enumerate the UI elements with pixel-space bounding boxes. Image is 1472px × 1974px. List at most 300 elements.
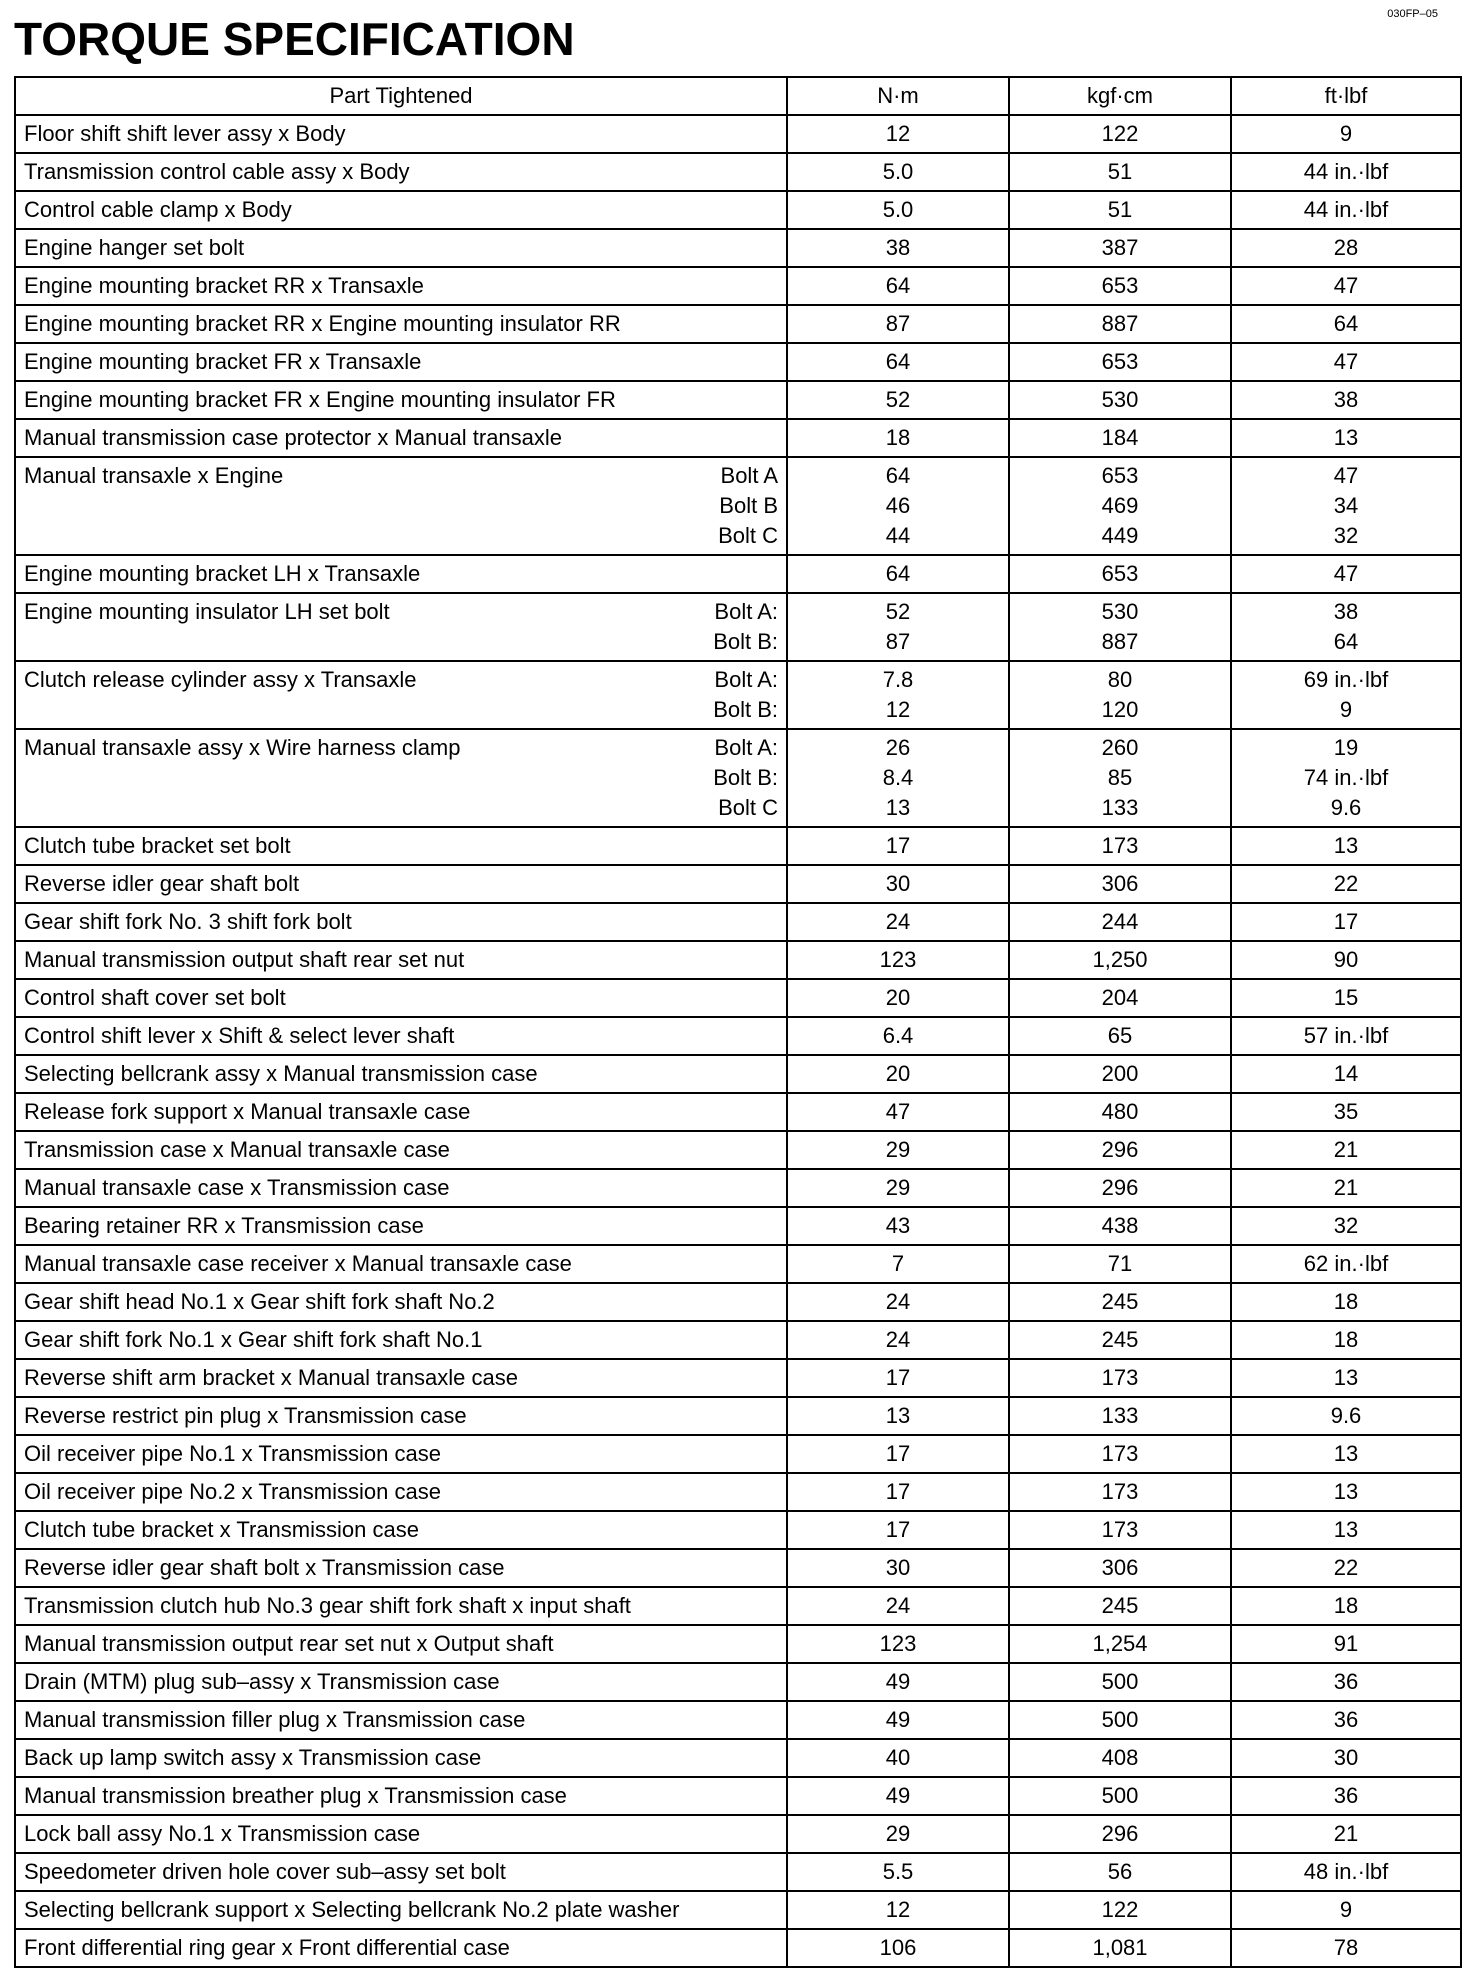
torque-value: 480 — [1101, 1099, 1139, 1124]
kgf-cm-cell — [1009, 191, 1231, 229]
nm-cell — [787, 343, 1009, 381]
torque-spec-table — [14, 76, 1462, 1968]
part-name: Clutch tube bracket set bolt — [24, 833, 291, 858]
part-name: Engine mounting bracket RR x Engine mounting insulator RR — [24, 311, 621, 336]
table-row — [15, 1739, 1461, 1777]
kgf-cm-cell — [1009, 1169, 1231, 1207]
torque-value: 173 — [1101, 1441, 1139, 1466]
table-row — [15, 305, 1461, 343]
torque-value: 87 — [885, 629, 911, 654]
kgf-cm-cell — [1009, 153, 1231, 191]
kgf-cm-cell — [1009, 941, 1231, 979]
table-row — [15, 1245, 1461, 1283]
kgf-cm-cell — [1009, 1017, 1231, 1055]
torque-value: 6.4 — [882, 1023, 914, 1048]
bolt-label: Bolt B: — [713, 765, 778, 790]
table-row — [15, 1891, 1461, 1929]
kgf-cm-cell — [1009, 267, 1231, 305]
table-row — [15, 941, 1461, 979]
part-cell — [15, 1283, 787, 1321]
torque-value: 13 — [1333, 833, 1359, 858]
nm-cell — [787, 1663, 1009, 1701]
torque-value: 87 — [885, 311, 911, 336]
nm-cell — [787, 1017, 1009, 1055]
ft-lbf-cell — [1231, 1549, 1461, 1587]
nm-cell — [787, 1055, 1009, 1093]
part-name: Gear shift head No.1 x Gear shift fork shaft No.2 — [24, 1289, 495, 1314]
part-cell — [15, 305, 787, 343]
part-name: Manual transaxle assy x Wire harness clamp — [24, 735, 461, 760]
torque-value: 24 — [885, 1289, 911, 1314]
torque-value: 173 — [1101, 833, 1139, 858]
part-cell — [15, 153, 787, 191]
part-cell — [15, 1017, 787, 1055]
torque-value: 17 — [1333, 909, 1359, 934]
part-cell — [15, 1625, 787, 1663]
ft-lbf-cell — [1231, 1207, 1461, 1245]
part-cell — [15, 1359, 787, 1397]
table-row — [15, 593, 1461, 661]
ft-lbf-cell — [1231, 1511, 1461, 1549]
part-cell — [15, 1929, 787, 1967]
table-row — [15, 153, 1461, 191]
part-cell — [15, 1815, 787, 1853]
part-cell — [15, 1397, 787, 1435]
part-name: Manual transaxle x Engine — [24, 463, 284, 488]
bolt-labels — [718, 461, 778, 551]
ft-lbf-cell — [1231, 661, 1461, 729]
torque-value: 13 — [885, 1403, 911, 1428]
torque-value: 122 — [1101, 121, 1139, 146]
part-name: Lock ball assy No.1 x Transmission case — [24, 1821, 421, 1846]
nm-cell — [787, 1169, 1009, 1207]
kgf-cm-cell — [1009, 1397, 1231, 1435]
torque-value: 44 — [885, 523, 911, 548]
bolt-labels — [713, 665, 778, 725]
ft-lbf-cell — [1231, 1283, 1461, 1321]
part-cell — [15, 1549, 787, 1587]
torque-value: 21 — [1333, 1175, 1359, 1200]
torque-value: 30 — [1333, 1745, 1359, 1770]
table-row — [15, 1283, 1461, 1321]
torque-value: 24 — [885, 1327, 911, 1352]
torque-value: 133 — [1101, 1403, 1139, 1428]
nm-cell — [787, 1587, 1009, 1625]
torque-value: 64 — [885, 561, 911, 586]
document-code: 030FP–05 — [1387, 8, 1438, 20]
table-body — [15, 115, 1461, 1967]
bolt-label: Bolt B: — [713, 629, 778, 654]
torque-value: 15 — [1333, 985, 1359, 1010]
part-name: Manual transmission case protector x Manual transaxle — [24, 425, 563, 450]
kgf-cm-cell — [1009, 1245, 1231, 1283]
part-name: Control shift lever x Shift & select lever shaft — [24, 1023, 455, 1048]
kgf-cm-cell — [1009, 1853, 1231, 1891]
torque-value: 245 — [1101, 1289, 1139, 1314]
torque-value: 5.0 — [882, 159, 914, 184]
part-cell — [15, 941, 787, 979]
table-row — [15, 1587, 1461, 1625]
kgf-cm-cell — [1009, 979, 1231, 1017]
torque-value: 78 — [1333, 1935, 1359, 1960]
table-row — [15, 1511, 1461, 1549]
part-name: Reverse restrict pin plug x Transmission case — [24, 1403, 467, 1428]
kgf-cm-cell — [1009, 419, 1231, 457]
part-cell — [15, 115, 787, 153]
kgf-cm-cell — [1009, 1891, 1231, 1929]
torque-value: 469 — [1101, 493, 1139, 518]
torque-value: 13 — [1333, 425, 1359, 450]
kgf-cm-cell — [1009, 343, 1231, 381]
part-cell — [15, 1663, 787, 1701]
torque-value: 1,254 — [1092, 1631, 1148, 1656]
ft-lbf-cell — [1231, 1853, 1461, 1891]
nm-cell — [787, 1207, 1009, 1245]
nm-cell — [787, 1473, 1009, 1511]
torque-value: 530 — [1101, 387, 1139, 412]
table-row — [15, 1093, 1461, 1131]
ft-lbf-cell — [1231, 419, 1461, 457]
part-name: Engine hanger set bolt — [24, 235, 245, 260]
nm-cell — [787, 1435, 1009, 1473]
part-cell — [15, 457, 787, 555]
torque-value: 38 — [1333, 599, 1359, 624]
torque-value: 52 — [885, 599, 911, 624]
torque-value: 500 — [1101, 1783, 1139, 1808]
part-cell — [15, 1245, 787, 1283]
part-cell — [15, 865, 787, 903]
nm-cell — [787, 381, 1009, 419]
header-kgf-cm: kgf·cm — [1009, 77, 1231, 115]
kgf-cm-cell — [1009, 1131, 1231, 1169]
torque-value: 24 — [885, 909, 911, 934]
ft-lbf-cell — [1231, 1055, 1461, 1093]
kgf-cm-cell — [1009, 1777, 1231, 1815]
kgf-cm-cell — [1009, 1587, 1231, 1625]
nm-cell — [787, 1549, 1009, 1587]
torque-value: 18 — [885, 425, 911, 450]
part-name: Drain (MTM) plug sub–assy x Transmission case — [24, 1669, 500, 1694]
bolt-label: Bolt B — [719, 493, 778, 518]
kgf-cm-cell — [1009, 1625, 1231, 1663]
ft-lbf-cell — [1231, 1891, 1461, 1929]
nm-cell — [787, 1929, 1009, 1967]
part-name: Engine mounting insulator LH set bolt — [24, 599, 390, 624]
torque-value: 32 — [1333, 523, 1359, 548]
table-row — [15, 457, 1461, 555]
part-cell — [15, 979, 787, 1017]
part-cell — [15, 1321, 787, 1359]
nm-cell — [787, 1815, 1009, 1853]
torque-value: 30 — [885, 1555, 911, 1580]
table-row — [15, 865, 1461, 903]
table-row — [15, 267, 1461, 305]
torque-value: 47 — [885, 1099, 911, 1124]
torque-value: 36 — [1333, 1783, 1359, 1808]
nm-cell — [787, 1093, 1009, 1131]
torque-value: 133 — [1101, 795, 1139, 820]
part-cell — [15, 1853, 787, 1891]
table-row — [15, 1359, 1461, 1397]
part-cell — [15, 229, 787, 267]
ft-lbf-cell — [1231, 1245, 1461, 1283]
torque-value: 91 — [1333, 1631, 1359, 1656]
bolt-labels — [713, 597, 778, 657]
part-cell — [15, 1701, 787, 1739]
torque-value: 653 — [1101, 273, 1139, 298]
torque-value: 449 — [1101, 523, 1139, 548]
nm-cell — [787, 1701, 1009, 1739]
torque-value: 69 in.·lbf — [1303, 667, 1389, 692]
nm-cell — [787, 979, 1009, 1017]
part-name: Release fork support x Manual transaxle case — [24, 1099, 471, 1124]
torque-value: 44 in.·lbf — [1303, 197, 1389, 222]
torque-value: 64 — [1333, 629, 1359, 654]
table-row — [15, 191, 1461, 229]
kgf-cm-cell — [1009, 1739, 1231, 1777]
part-cell — [15, 1131, 787, 1169]
part-name: Manual transmission output rear set nut x Output shaft — [24, 1631, 554, 1656]
torque-value: 85 — [1107, 765, 1133, 790]
torque-value: 5.0 — [882, 197, 914, 222]
part-name: Manual transmission breather plug x Transmission case — [24, 1783, 567, 1808]
torque-value: 80 — [1107, 667, 1133, 692]
ft-lbf-cell — [1231, 343, 1461, 381]
table-row — [15, 1169, 1461, 1207]
part-name: Oil receiver pipe No.2 x Transmission case — [24, 1479, 441, 1504]
part-cell — [15, 661, 787, 729]
part-cell — [15, 1587, 787, 1625]
part-name: Transmission control cable assy x Body — [24, 159, 410, 184]
torque-value: 17 — [885, 1517, 911, 1542]
part-cell — [15, 191, 787, 229]
torque-value: 408 — [1101, 1745, 1139, 1770]
torque-value: 887 — [1101, 629, 1139, 654]
torque-value: 653 — [1101, 561, 1139, 586]
torque-value: 35 — [1333, 1099, 1359, 1124]
torque-value: 90 — [1333, 947, 1359, 972]
ft-lbf-cell — [1231, 1625, 1461, 1663]
kgf-cm-cell — [1009, 1093, 1231, 1131]
table-row — [15, 419, 1461, 457]
table-row — [15, 1549, 1461, 1587]
torque-value: 245 — [1101, 1327, 1139, 1352]
part-cell — [15, 903, 787, 941]
torque-value: 244 — [1101, 909, 1139, 934]
torque-value: 184 — [1101, 425, 1139, 450]
torque-value: 21 — [1333, 1137, 1359, 1162]
kgf-cm-cell — [1009, 1435, 1231, 1473]
torque-value: 49 — [885, 1707, 911, 1732]
part-cell — [15, 1207, 787, 1245]
part-name: Oil receiver pipe No.1 x Transmission case — [24, 1441, 441, 1466]
torque-value: 296 — [1101, 1821, 1139, 1846]
kgf-cm-cell — [1009, 1815, 1231, 1853]
kgf-cm-cell — [1009, 115, 1231, 153]
torque-value: 120 — [1101, 697, 1139, 722]
torque-value: 9.6 — [1330, 795, 1362, 820]
torque-value: 32 — [1333, 1213, 1359, 1238]
table-row — [15, 1397, 1461, 1435]
torque-value: 40 — [885, 1745, 911, 1770]
kgf-cm-cell — [1009, 1321, 1231, 1359]
nm-cell — [787, 153, 1009, 191]
part-name: Engine mounting bracket LH x Transaxle — [24, 561, 421, 586]
table-row — [15, 555, 1461, 593]
torque-value: 20 — [885, 1061, 911, 1086]
part-cell — [15, 1511, 787, 1549]
bolt-label: Bolt A: — [714, 735, 778, 760]
torque-value: 52 — [885, 387, 911, 412]
torque-value: 56 — [1107, 1859, 1133, 1884]
ft-lbf-cell — [1231, 1131, 1461, 1169]
part-name: Speedometer driven hole cover sub–assy set bolt — [24, 1859, 506, 1884]
kgf-cm-cell — [1009, 1549, 1231, 1587]
torque-value: 1,081 — [1092, 1935, 1148, 1960]
part-name: Gear shift fork No. 3 shift fork bolt — [24, 909, 352, 934]
torque-value: 13 — [1333, 1365, 1359, 1390]
part-cell — [15, 555, 787, 593]
torque-value: 306 — [1101, 1555, 1139, 1580]
part-cell — [15, 419, 787, 457]
nm-cell — [787, 305, 1009, 343]
nm-cell — [787, 1891, 1009, 1929]
ft-lbf-cell — [1231, 865, 1461, 903]
torque-value: 887 — [1101, 311, 1139, 336]
part-cell — [15, 1435, 787, 1473]
table-row — [15, 827, 1461, 865]
torque-value: 653 — [1101, 349, 1139, 374]
ft-lbf-cell — [1231, 267, 1461, 305]
table-row — [15, 1131, 1461, 1169]
torque-value: 17 — [885, 1365, 911, 1390]
part-cell — [15, 343, 787, 381]
torque-value: 17 — [885, 1441, 911, 1466]
ft-lbf-cell — [1231, 1663, 1461, 1701]
torque-value: 18 — [1333, 1289, 1359, 1314]
part-name: Floor shift shift lever assy x Body — [24, 121, 346, 146]
part-name: Gear shift fork No.1 x Gear shift fork shaft No.1 — [24, 1327, 483, 1352]
bolt-label: Bolt B: — [713, 697, 778, 722]
torque-value: 9 — [1339, 1897, 1353, 1922]
ft-lbf-cell — [1231, 457, 1461, 555]
torque-value: 438 — [1101, 1213, 1139, 1238]
part-name: Clutch release cylinder assy x Transaxle — [24, 667, 417, 692]
kgf-cm-cell — [1009, 903, 1231, 941]
torque-value: 12 — [885, 121, 911, 146]
torque-value: 17 — [885, 833, 911, 858]
torque-value: 36 — [1333, 1707, 1359, 1732]
torque-value: 24 — [885, 1593, 911, 1618]
torque-value: 65 — [1107, 1023, 1133, 1048]
torque-value: 43 — [885, 1213, 911, 1238]
page-title: TORQUE SPECIFICATION — [14, 13, 575, 65]
part-cell — [15, 593, 787, 661]
part-name: Front differential ring gear x Front differential case — [24, 1935, 510, 1960]
torque-value: 71 — [1107, 1251, 1133, 1276]
bolt-label: Bolt C — [718, 523, 778, 548]
table-row — [15, 1321, 1461, 1359]
kgf-cm-cell — [1009, 593, 1231, 661]
torque-value: 123 — [879, 1631, 917, 1656]
torque-value: 22 — [1333, 1555, 1359, 1580]
torque-value: 7 — [891, 1251, 905, 1276]
part-name: Engine mounting bracket RR x Transaxle — [24, 273, 424, 298]
torque-value: 14 — [1333, 1061, 1359, 1086]
torque-value: 306 — [1101, 871, 1139, 896]
ft-lbf-cell — [1231, 1321, 1461, 1359]
bolt-labels — [713, 733, 778, 823]
table-row — [15, 729, 1461, 827]
table-row — [15, 1055, 1461, 1093]
torque-value: 9 — [1339, 697, 1353, 722]
torque-value: 173 — [1101, 1517, 1139, 1542]
kgf-cm-cell — [1009, 827, 1231, 865]
torque-value: 47 — [1333, 463, 1359, 488]
nm-cell — [787, 661, 1009, 729]
torque-value: 30 — [885, 871, 911, 896]
torque-value: 173 — [1101, 1479, 1139, 1504]
kgf-cm-cell — [1009, 729, 1231, 827]
torque-value: 47 — [1333, 349, 1359, 374]
bolt-label: Bolt C — [718, 795, 778, 820]
torque-value: 13 — [1333, 1479, 1359, 1504]
table-row — [15, 1435, 1461, 1473]
table-row — [15, 1701, 1461, 1739]
table-row — [15, 661, 1461, 729]
ft-lbf-cell — [1231, 593, 1461, 661]
nm-cell — [787, 1853, 1009, 1891]
torque-value: 29 — [885, 1137, 911, 1162]
torque-value: 62 in.·lbf — [1303, 1251, 1389, 1276]
nm-cell — [787, 191, 1009, 229]
torque-value: 49 — [885, 1783, 911, 1808]
kgf-cm-cell — [1009, 865, 1231, 903]
ft-lbf-cell — [1231, 827, 1461, 865]
kgf-cm-cell — [1009, 661, 1231, 729]
ft-lbf-cell — [1231, 1435, 1461, 1473]
torque-value: 5.5 — [882, 1859, 914, 1884]
torque-value: 9.6 — [1330, 1403, 1362, 1428]
torque-value: 47 — [1333, 561, 1359, 586]
table-row — [15, 1207, 1461, 1245]
torque-value: 500 — [1101, 1669, 1139, 1694]
ft-lbf-cell — [1231, 1929, 1461, 1967]
part-cell — [15, 1739, 787, 1777]
nm-cell — [787, 1397, 1009, 1435]
table-row — [15, 1853, 1461, 1891]
part-cell — [15, 729, 787, 827]
ft-lbf-cell — [1231, 191, 1461, 229]
table-row — [15, 343, 1461, 381]
table-row — [15, 1473, 1461, 1511]
kgf-cm-cell — [1009, 305, 1231, 343]
kgf-cm-cell — [1009, 1473, 1231, 1511]
kgf-cm-cell — [1009, 1511, 1231, 1549]
part-cell — [15, 267, 787, 305]
nm-cell — [787, 229, 1009, 267]
torque-value: 296 — [1101, 1175, 1139, 1200]
part-name: Selecting bellcrank support x Selecting bellcrank No.2 plate washer — [24, 1897, 680, 1922]
kgf-cm-cell — [1009, 555, 1231, 593]
ft-lbf-cell — [1231, 115, 1461, 153]
kgf-cm-cell — [1009, 457, 1231, 555]
torque-value: 13 — [885, 795, 911, 820]
part-name: Engine mounting bracket FR x Engine mounting insulator FR — [24, 387, 616, 412]
part-name: Reverse idler gear shaft bolt — [24, 871, 300, 896]
torque-value: 12 — [885, 697, 911, 722]
ft-lbf-cell — [1231, 305, 1461, 343]
